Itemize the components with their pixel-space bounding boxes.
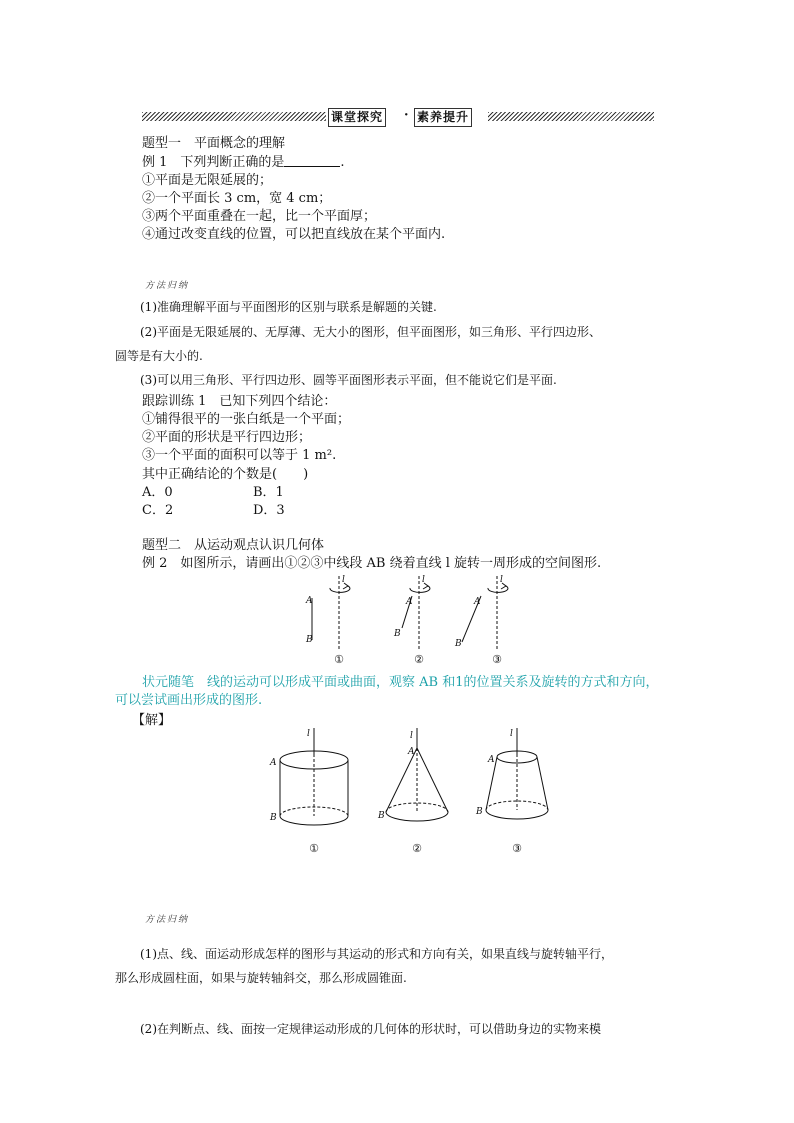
label-l-2: l [422,575,425,585]
label-l-frustum: l [510,729,513,739]
frustum-right-side [537,757,548,810]
label-l-1: l [342,575,345,585]
label-l-cylinder: l [307,729,310,739]
method1-p1: (1)准确理解平面与平面图形的区别与联系是解题的关键. [140,300,437,314]
label-b-frustum: B [476,807,483,817]
note-line2: 可以尝试画出形成的图形. [115,693,263,708]
practice1-title: 跟踪训练 1 已知下列四个结论： [142,394,337,409]
method2-p2: (2)在判断点、线、面按一定规律运动形成的几何体的形状时，可以借助身边的实物来模 [140,1022,602,1036]
practice1-item-1: ①铺得很平的一张白纸是一个平面； [142,412,351,427]
option-a: A．0 [142,485,173,500]
banner-hatch-left [142,112,326,121]
example2-text: 例 2 如图所示，请画出①②③中线段 AB 绕着直线 l 旋转一周形成的空间图形. [142,556,602,571]
banner-hatch-right [488,112,654,121]
solid-caption-2: ② [412,842,422,855]
method2-p1b: 那么形成圆柱面，如果与旋转轴斜交，那么形成圆锥面. [115,971,407,985]
section2-title: 题型二 从运动观点认识几何体 [142,538,325,553]
label-a-cylinder: A [270,758,277,768]
method1-heading: 方法归纳 [145,281,190,291]
frustum-base-front [486,810,548,819]
label-a-frustum: A [488,755,495,765]
example1-item-3: ③两个平面重叠在一起，比一个平面厚； [142,209,377,224]
cone-base-front [386,812,448,821]
note-label: 状元随笔 [142,675,195,690]
label-b-cylinder: B [270,813,277,823]
figure2-solids [262,724,552,856]
practice1-item-2: ②平面的形状是平行四边形； [142,430,312,445]
cone-left-side [386,748,417,812]
option-c: C．2 [142,503,174,518]
note-line1 [142,674,659,691]
practice1-question: 其中正确结论的个数是( ) [142,467,309,482]
solid-caption-1: ① [309,842,319,855]
banner-right-word: 素养提升 [414,108,472,127]
option-d: D．3 [253,503,285,518]
solution-label: 【解】 [132,713,172,728]
label-b-cone: B [378,811,385,821]
caption-1: ① [334,653,344,666]
example1-item-1: ①平面是无限延展的； [142,173,273,188]
cone-right-side [417,748,448,812]
banner-dot: · [404,108,409,123]
note-text1: 线的运动可以形成平面或曲面，观察 AB 和1的位置关系及旋转的方式和方向， [207,675,659,690]
practice1-item-3: ③一个平面的面积可以等于 1 m². [142,448,337,463]
banner-left-word: 课堂探究 [328,108,386,127]
method2-heading: 方法归纳 [145,915,190,925]
method2-p1a: (1)点、线、面运动形成怎样的图形与其运动的形式和方向有关，如果直线与旋转轴平行， [140,947,614,961]
method1-p2a: (2)平面是无限延展的、无厚薄、无大小的图形，但平面图形，如三角形、平行四边形、 [140,325,602,339]
method1-p3: (3)可以用三角形、平行四边形、圆等平面图形表示平面，但不能说它们是平面. [140,373,557,387]
option-b: B．1 [253,485,284,500]
caption-2: ② [414,653,424,666]
label-b-3: B [455,639,462,649]
caption-3: ③ [492,653,502,666]
example1-item-2: ②一个平面长 3 cm，宽 4 cm； [142,191,332,206]
label-a-cone: A [408,747,415,757]
example1-end: . [340,155,345,170]
label-l-3: l [500,575,503,585]
label-a-2: A [406,597,413,607]
label-b-1: B [306,635,313,645]
label-a-3: A [474,597,481,607]
cylinder-bottom-front [280,816,348,825]
example1-label: 例 1 下列判断正确的是 [142,155,285,170]
method1-p2b: 圆等是有大小的. [115,349,203,363]
solid-caption-3: ③ [512,842,522,855]
answer-blank [284,154,340,167]
label-l-cone: l [410,731,413,741]
figure1-rotation-setup [280,572,540,668]
section1-title: 题型一 平面概念的理解 [142,136,286,151]
example1-item-4: ④通过改变直线的位置，可以把直线放在某个平面内. [142,227,446,242]
example1-line [142,154,345,171]
label-a-1: A [306,596,313,606]
label-b-2: B [394,629,401,639]
